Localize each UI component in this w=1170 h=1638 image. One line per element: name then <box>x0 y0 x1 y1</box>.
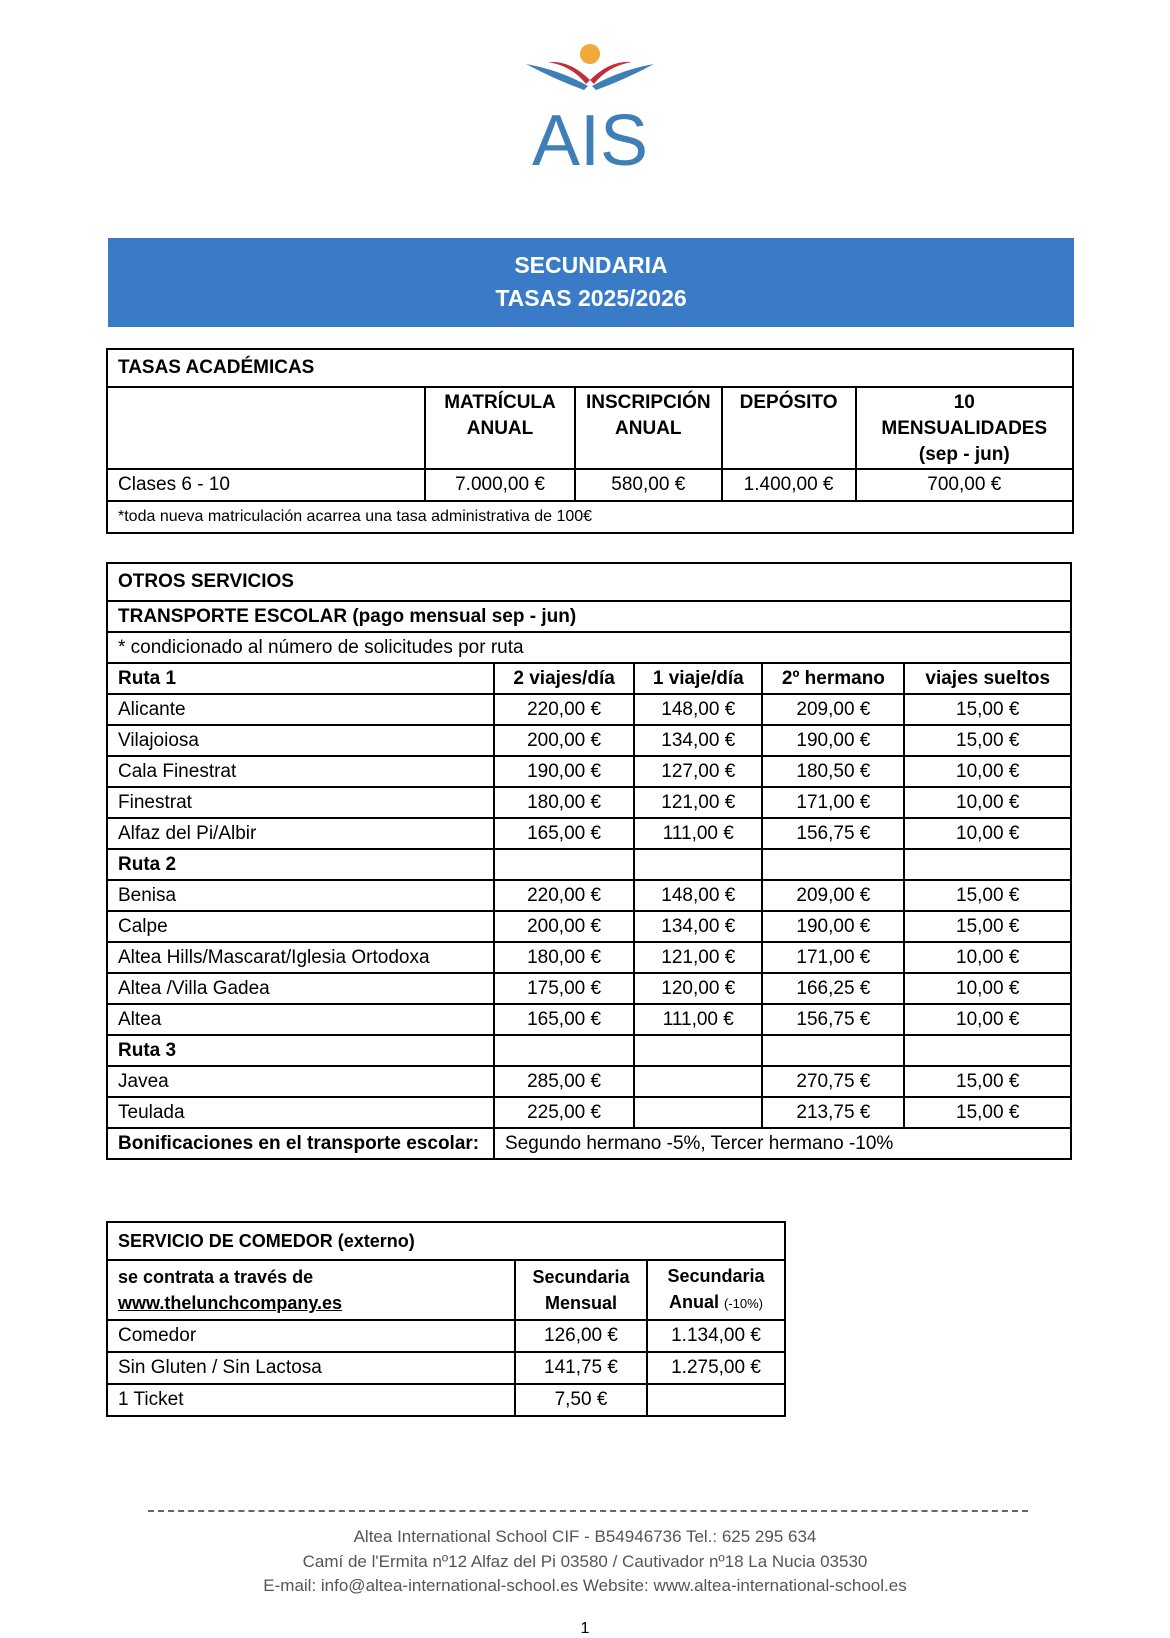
price-cell: 148,00 € <box>634 694 762 725</box>
location-name: Teulada <box>107 1097 494 1128</box>
ais-logo <box>520 40 660 170</box>
deposito-value: 1.400,00 € <box>722 469 856 501</box>
footer-line3: E-mail: info@altea-international-school.es Website: www.altea-international-school.es <box>263 1576 907 1595</box>
price-cell: 141,75 € <box>515 1352 647 1384</box>
location-name: Vilajoiosa <box>107 725 494 756</box>
footer-line2: Camí de l'Ermita nº12 Alfaz del Pi 03580 / Cautivador nº18 La Nucia 03530 <box>302 1552 868 1571</box>
table-row <box>107 911 1071 942</box>
header-deposito: DEPÓSITO <box>722 387 856 469</box>
price-cell: 220,00 € <box>494 880 634 911</box>
admin-fee-note: *toda nueva matriculación acarrea una tasa administrativa de 100€ <box>107 501 1073 533</box>
price-cell: 15,00 € <box>904 694 1071 725</box>
empty-cell <box>494 849 634 880</box>
price-cell <box>647 1384 785 1416</box>
price-cell: 134,00 € <box>634 911 762 942</box>
table-row <box>107 787 1071 818</box>
price-cell <box>634 1097 762 1128</box>
location-name: Calpe <box>107 911 494 942</box>
column-header: viajes sueltos <box>904 663 1071 694</box>
price-cell: 190,00 € <box>762 911 904 942</box>
other-services-table <box>106 562 1072 1160</box>
inscripcion-value: 580,00 € <box>575 469 722 501</box>
price-cell: 1.134,00 € <box>647 1320 785 1352</box>
route-name: Ruta 3 <box>107 1035 494 1066</box>
price-cell: 156,75 € <box>762 818 904 849</box>
location-name: Altea /Villa Gadea <box>107 973 494 1004</box>
price-cell: 166,25 € <box>762 973 904 1004</box>
location-name: Finestrat <box>107 787 494 818</box>
price-cell: 121,00 € <box>634 942 762 973</box>
price-cell: 225,00 € <box>494 1097 634 1128</box>
item-name: 1 Ticket <box>107 1384 515 1416</box>
price-cell: 270,75 € <box>762 1066 904 1097</box>
price-cell: 15,00 € <box>904 1097 1071 1128</box>
header-mensualidades: 10 MENSUALIDADES (sep - jun) <box>856 387 1073 469</box>
bonus-label: Bonificaciones en el transporte escolar: <box>107 1128 494 1159</box>
svg-text:AIS: AIS <box>531 101 649 170</box>
price-cell: 213,75 € <box>762 1097 904 1128</box>
contract-cell <box>107 1260 515 1320</box>
bonus-value: Segundo hermano -5%, Tercer hermano -10% <box>494 1128 1071 1159</box>
empty-cell <box>904 849 1071 880</box>
header-matricula: MATRÍCULA ANUAL <box>425 387 575 469</box>
price-cell: 209,00 € <box>762 880 904 911</box>
banner-line2: TASAS 2025/2026 <box>495 285 687 311</box>
column-header: 1 viaje/día <box>634 663 762 694</box>
footer-divider <box>148 1510 1028 1512</box>
price-cell: 126,00 € <box>515 1320 647 1352</box>
footer-line1: Altea International School CIF - B54946736 Tel.: 625 295 634 <box>353 1527 817 1546</box>
empty-cell <box>634 849 762 880</box>
price-cell: 127,00 € <box>634 756 762 787</box>
table-row <box>107 694 1071 725</box>
banner-line1: SECUNDARIA <box>514 252 668 278</box>
price-cell: 165,00 € <box>494 818 634 849</box>
price-cell: 10,00 € <box>904 787 1071 818</box>
price-cell: 121,00 € <box>634 787 762 818</box>
empty-cell <box>762 849 904 880</box>
location-name: Cala Finestrat <box>107 756 494 787</box>
price-cell: 200,00 € <box>494 911 634 942</box>
item-name: Comedor <box>107 1320 515 1352</box>
location-name: Altea <box>107 1004 494 1035</box>
price-cell: 15,00 € <box>904 911 1071 942</box>
table-row <box>107 1384 785 1416</box>
page-number: 1 <box>580 1620 590 1637</box>
table-row <box>107 880 1071 911</box>
price-cell: 148,00 € <box>634 880 762 911</box>
price-cell: 171,00 € <box>762 942 904 973</box>
empty-cell <box>762 1035 904 1066</box>
price-cell: 220,00 € <box>494 694 634 725</box>
price-cell: 10,00 € <box>904 818 1071 849</box>
price-cell: 180,00 € <box>494 942 634 973</box>
location-name: Alicante <box>107 694 494 725</box>
price-cell: 209,00 € <box>762 694 904 725</box>
table-row <box>107 1066 1071 1097</box>
price-cell: 15,00 € <box>904 1066 1071 1097</box>
transport-note: * condicionado al número de solicitudes por ruta <box>107 632 1071 663</box>
transport-title: TRANSPORTE ESCOLAR (pago mensual sep - jun) <box>107 601 1071 632</box>
table-row <box>107 942 1071 973</box>
section-title: OTROS SERVICIOS <box>107 563 1071 601</box>
price-cell: 111,00 € <box>634 818 762 849</box>
price-cell: 180,50 € <box>762 756 904 787</box>
location-name: Javea <box>107 1066 494 1097</box>
section-title: TASAS ACADÉMICAS <box>107 349 1073 387</box>
price-cell: 15,00 € <box>904 880 1071 911</box>
table-row <box>107 1097 1071 1128</box>
header-empty <box>107 387 425 469</box>
price-cell: 285,00 € <box>494 1066 634 1097</box>
price-cell: 190,00 € <box>762 725 904 756</box>
price-cell: 120,00 € <box>634 973 762 1004</box>
price-cell: 180,00 € <box>494 787 634 818</box>
price-cell: 156,75 € <box>762 1004 904 1035</box>
location-name: Altea Hills/Mascarat/Iglesia Ortodoxa <box>107 942 494 973</box>
table-row <box>107 1352 785 1384</box>
price-cell: 10,00 € <box>904 1004 1071 1035</box>
empty-cell <box>494 1035 634 1066</box>
contract-label: se contrata a través de <box>118 1267 314 1287</box>
route-header <box>107 1035 1071 1066</box>
item-name: Sin Gluten / Sin Lactosa <box>107 1352 515 1384</box>
table-row <box>107 725 1071 756</box>
header-annual: Secundaria Anual (-10%) <box>647 1260 785 1320</box>
lunch-company-link[interactable]: www.thelunchcompany.es <box>118 1293 343 1313</box>
location-name: Alfaz del Pi/Albir <box>107 818 494 849</box>
price-cell <box>634 1066 762 1097</box>
table-row <box>107 756 1071 787</box>
price-cell: 1.275,00 € <box>647 1352 785 1384</box>
dining-service-table <box>106 1221 786 1417</box>
route-name: Ruta 1 <box>107 663 494 694</box>
table-row <box>107 818 1071 849</box>
price-cell: 190,00 € <box>494 756 634 787</box>
price-cell: 200,00 € <box>494 725 634 756</box>
price-cell: 10,00 € <box>904 756 1071 787</box>
price-cell: 7,50 € <box>515 1384 647 1416</box>
dining-title: SERVICIO DE COMEDOR (externo) <box>107 1222 785 1260</box>
mensualidades-value: 700,00 € <box>856 469 1073 501</box>
title-banner <box>108 238 1074 327</box>
empty-cell <box>904 1035 1071 1066</box>
column-header: 2 viajes/día <box>494 663 634 694</box>
price-cell: 10,00 € <box>904 973 1071 1004</box>
table-row <box>107 973 1071 1004</box>
location-name: Benisa <box>107 880 494 911</box>
price-cell: 111,00 € <box>634 1004 762 1035</box>
academic-fees-table <box>106 348 1074 534</box>
table-row <box>107 1004 1071 1035</box>
price-cell: 171,00 € <box>762 787 904 818</box>
price-cell: 134,00 € <box>634 725 762 756</box>
header-monthly: Secundaria Mensual <box>515 1260 647 1320</box>
row-label: Clases 6 - 10 <box>107 469 425 501</box>
price-cell: 175,00 € <box>494 973 634 1004</box>
route-name: Ruta 2 <box>107 849 494 880</box>
matricula-value: 7.000,00 € <box>425 469 575 501</box>
table-row <box>107 1320 785 1352</box>
column-header: 2º hermano <box>762 663 904 694</box>
price-cell: 165,00 € <box>494 1004 634 1035</box>
price-cell: 10,00 € <box>904 942 1071 973</box>
route-header <box>107 663 1071 694</box>
route-header <box>107 849 1071 880</box>
header-inscripcion: INSCRIPCIÓN ANUAL <box>575 387 722 469</box>
price-cell: 15,00 € <box>904 725 1071 756</box>
empty-cell <box>634 1035 762 1066</box>
